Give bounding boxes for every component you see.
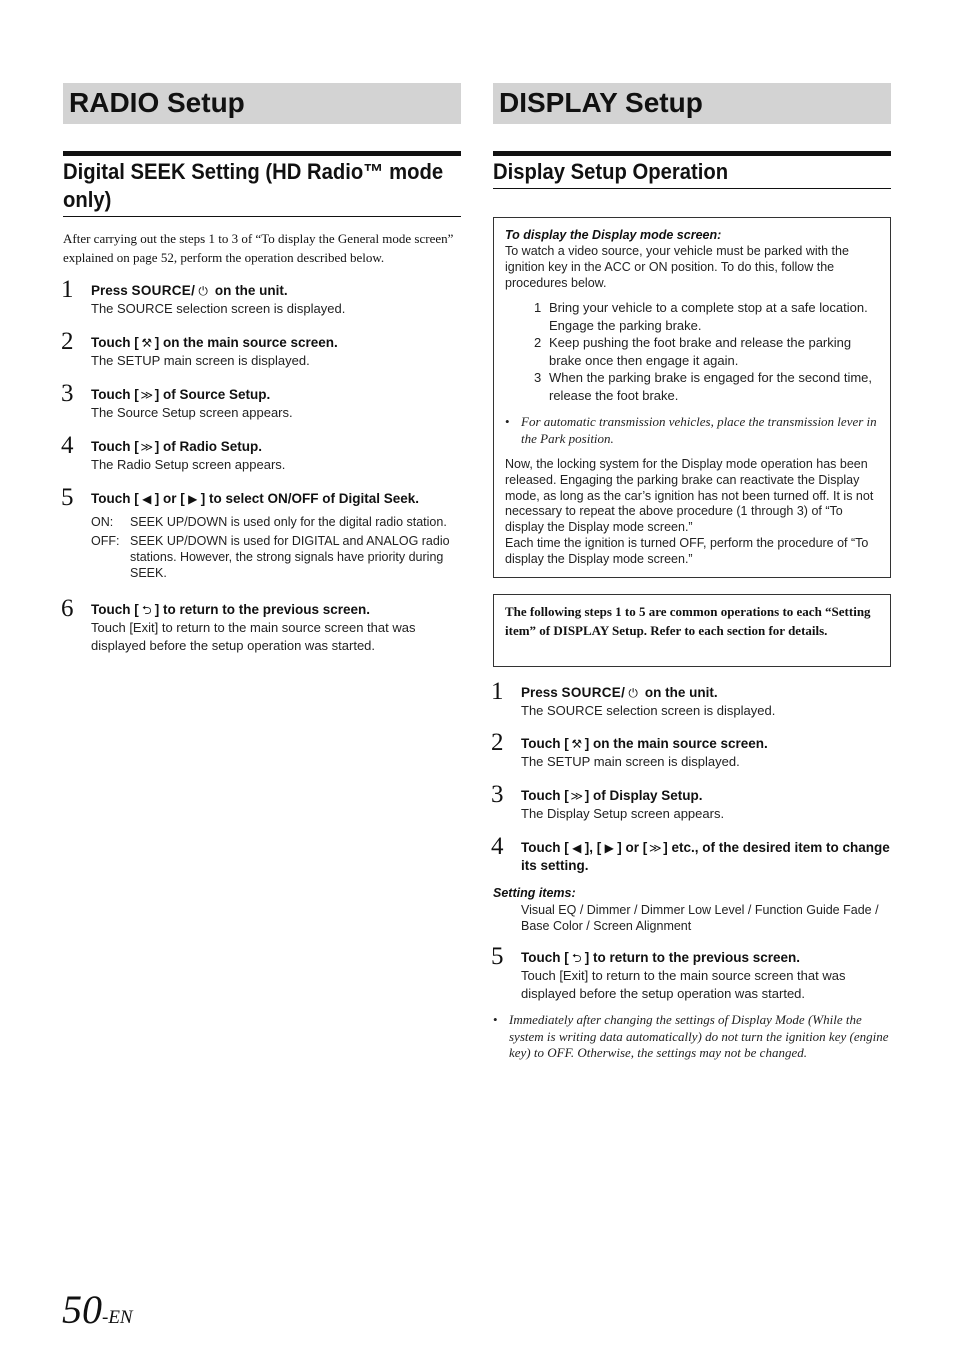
subsection-title: Display Setup Operation [493, 159, 729, 184]
setup-tools-icon: ⚒ [571, 737, 583, 751]
subsection-heading [493, 151, 891, 189]
triangle-right-icon: ▶ [188, 492, 198, 506]
step-number: 6 [61, 595, 74, 622]
step-instruction: Touch [ ≫ ] of Display Setup. [521, 788, 703, 803]
page-number: 50-EN [62, 1287, 133, 1332]
step-number: 1 [61, 276, 74, 303]
double-chevron-right-icon: ≫ [140, 440, 154, 454]
step-result: The SETUP main screen is displayed. [91, 353, 310, 368]
setup-tools-icon: ⚒ [141, 336, 153, 350]
step-result: Touch [Exit] to return to the main source screen that was displayed before the setup operation was started. [91, 620, 416, 653]
step-result: The Radio Setup screen appears. [91, 457, 286, 472]
step-instruction: Touch [ ⚒ ] on the main source screen. [91, 335, 338, 350]
exit-key-label: [Exit] [129, 620, 159, 635]
step-result: The Source Setup screen appears. [91, 405, 293, 420]
step-result: The SOURCE selection screen is displayed. [521, 703, 776, 718]
step-number: 4 [491, 833, 504, 860]
triangle-left-icon: ◀ [572, 841, 582, 855]
section-title: DISPLAY Setup [499, 87, 703, 118]
step-instruction: Press SOURCE/ ⏻ on the unit. [521, 685, 718, 700]
source-key-label: SOURCE/ [131, 283, 196, 298]
double-chevron-right-icon: ≫ [140, 388, 154, 402]
step-result: The Display Setup screen appears. [521, 806, 725, 821]
power-icon: ⏻ [198, 284, 208, 298]
step-number: 4 [61, 432, 74, 459]
step-number: 3 [491, 781, 504, 808]
step-instruction: Touch [ ⚒ ] on the main source screen. [521, 736, 768, 751]
subsection-title: Digital SEEK Setting (HD Radio™ mode only) [63, 159, 444, 212]
step-result: Touch [Exit] to return to the main source screen that was displayed before the setup operation was started. [521, 968, 846, 1001]
step-instruction: Touch [ ≫ ] of Radio Setup. [91, 439, 262, 454]
subsection-heading [63, 151, 461, 217]
step-instruction: Touch [ ◀ ] or [ ▶ ] to select ON/OFF of Digital Seek. [91, 491, 420, 506]
triangle-left-icon: ◀ [142, 492, 152, 506]
display-mode-info-box: To display the Display mode screen: To watch a video source, your vehicle must be parked with the ignition key in the ACC or ON position. To do this, follow the procedures below. 1 Bring your vehicle to a complete stop at a safe location. Engage the parking brake. 2 Keep pushing the foot brake and release the parking brake once then engage it again. 3 When the parking brake is engaged for the second time, release the foot brake. • For automatic transmission vehicles, place the transmission lever in the Park position. Now, the locking system for the Display mode operation has been released. Engaging the parking brake can reactivate the Display mode, as long as the car’s ignition has not been turned off. It is not necessary to repeat the above procedure (1 through 3) of “To display the Display mode screen.” Each time the ignition is turned OFF, perform the procedure of “To display the Display mode screen.” [493, 217, 891, 578]
step-instruction: Press SOURCE/ ⏻ on the unit. [91, 283, 288, 298]
power-icon: ⏻ [628, 686, 638, 700]
step-instruction: Touch [ ≫ ] of Source Setup. [91, 387, 271, 402]
triangle-right-icon: ▶ [604, 841, 614, 855]
setting-items-list: Visual EQ / Dimmer / Dimmer Low Level / Function Guide Fade / Base Color / Screen Alignment [521, 903, 879, 933]
return-arrow-icon: ⮌ [141, 603, 152, 617]
section-title: RADIO Setup [69, 87, 245, 118]
source-key-label: SOURCE/ [561, 685, 626, 700]
box-paragraph: To watch a video source, your vehicle must be parked with the ignition key in the ACC or ON position. To do this, follow the procedures below. [505, 244, 849, 290]
common-steps-box: The following steps 1 to 5 are common operations to each “Setting item” of DISPLAY Setup. Refer to each section for details. [493, 594, 891, 667]
step-number: 1 [491, 678, 504, 705]
step-instruction: Touch [ ⮌ ] to return to the previous screen. [521, 950, 801, 965]
step-number: 5 [61, 484, 74, 511]
step-instruction: Touch [ ◀ ], [ ▶ ] or [ ≫ ] etc., of the desired item to change its setting. [521, 840, 890, 873]
section-banner [493, 83, 891, 124]
box-paragraph: Each time the ignition is turned OFF, perform the procedure of “To display the Display mode screen.” [505, 536, 869, 566]
double-chevron-right-icon: ≫ [648, 841, 662, 855]
step-number: 2 [491, 729, 504, 756]
exit-key-label: [Exit] [559, 968, 589, 983]
double-chevron-right-icon: ≫ [570, 789, 584, 803]
step-number: 3 [61, 380, 74, 407]
setting-items-label: Setting items: [493, 886, 576, 900]
section-banner [63, 83, 461, 124]
step-instruction: Touch [ ⮌ ] to return to the previous screen. [91, 602, 371, 617]
return-arrow-icon: ⮌ [571, 951, 582, 965]
step-number: 5 [491, 943, 504, 970]
box-paragraph: Now, the locking system for the Display mode operation has been released. Engaging the parking brake can reactivate the Display mode, as long as the car’s ignition has not been turned off. It is not necessary to repeat the above procedure (1 through 3) of “To display the Display mode screen.” [505, 457, 874, 535]
box-label: To display the Display mode screen: [505, 228, 722, 242]
step-number: 2 [61, 328, 74, 355]
step-result: The SOURCE selection screen is displayed. [91, 301, 346, 316]
intro-paragraph: After carrying out the steps 1 to 3 of “To display the General mode screen” explained on page 52, perform the operation described below. [63, 231, 454, 265]
step-result: The SETUP main screen is displayed. [521, 754, 740, 769]
